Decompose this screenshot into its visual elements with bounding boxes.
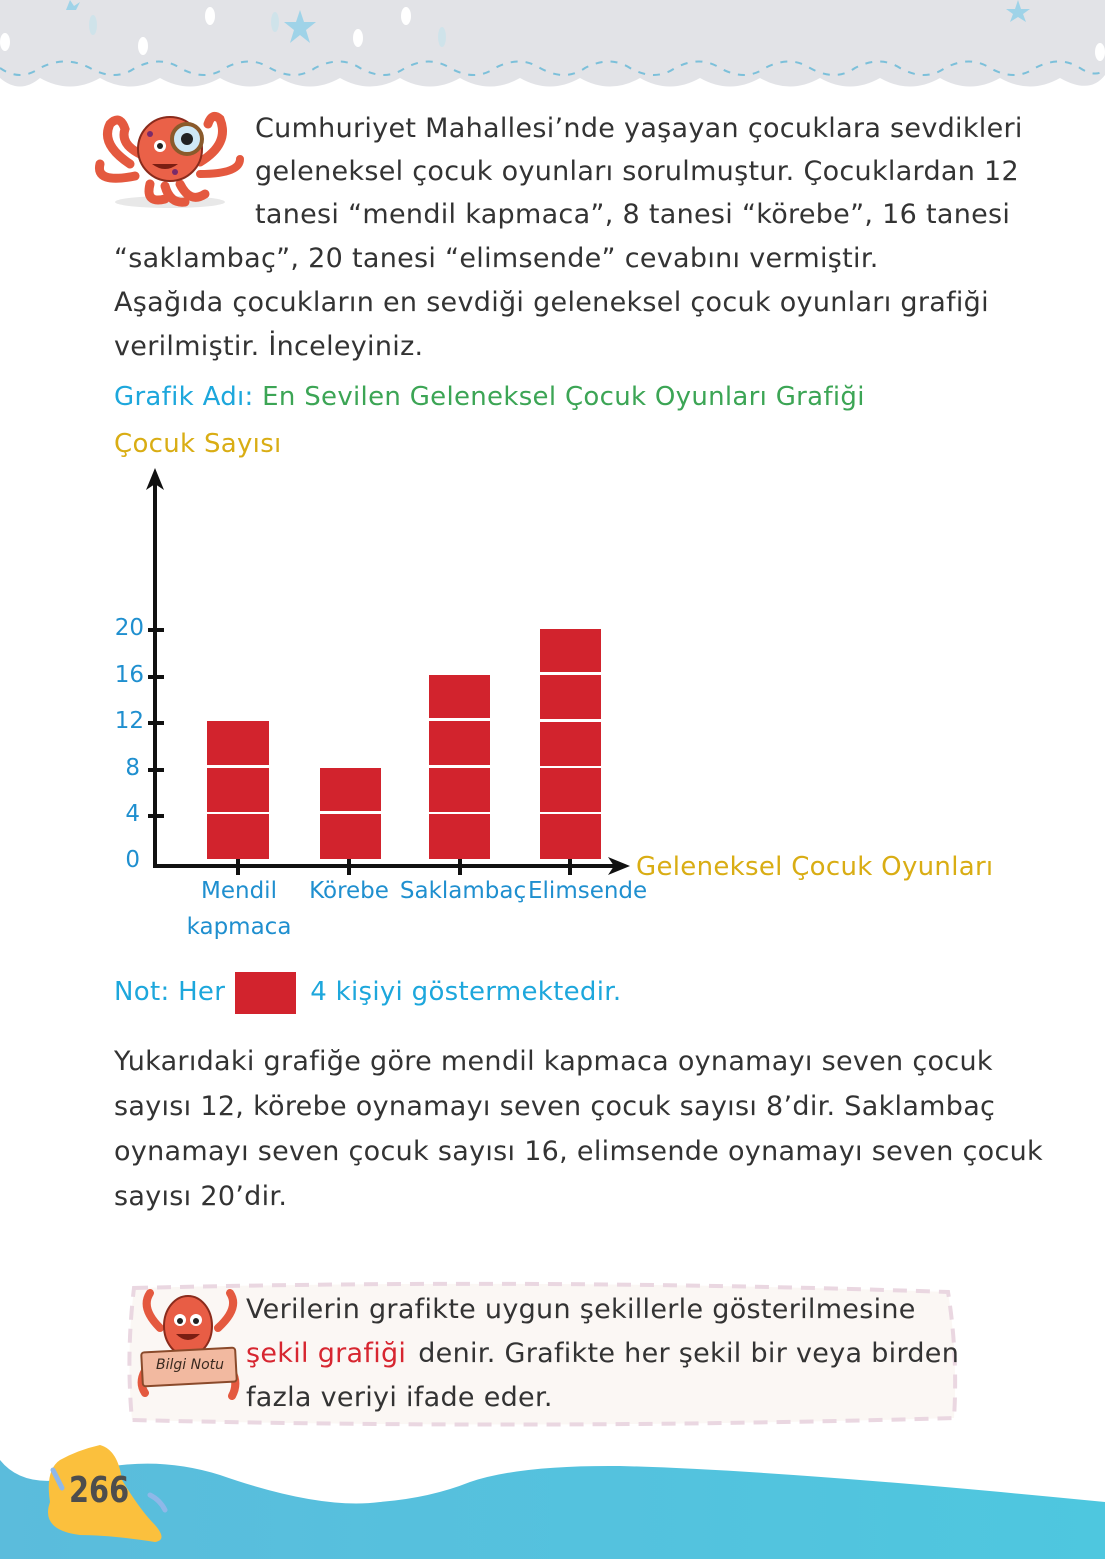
legend-block-icon	[235, 972, 296, 1014]
graph-title	[114, 376, 865, 419]
y-axis-title: Çocuk Sayısı	[114, 429, 282, 459]
info-line-2-rest: denir. Grafikte her şekil bir veya birden	[418, 1338, 960, 1369]
bilgi-notu-mascot-icon	[130, 1288, 248, 1406]
intro-line-6: verilmiştir. İnceleyiniz.	[114, 331, 424, 362]
bilgi-notu-badge: Bilgi Notu	[155, 1357, 224, 1373]
header-clouds-icon	[0, 0, 1105, 110]
y-tick-16: 16	[114, 662, 144, 688]
summary-line-1: Yukarıdaki grafiğe göre mendil kapmaca oynamayı seven çocuk	[114, 1046, 993, 1077]
y-tick-20: 20	[114, 615, 144, 641]
summary-line-3: oynamayı seven çocuk sayısı 16, elimsende oynamayı seven çocuk	[114, 1136, 1043, 1167]
info-line-2	[246, 1332, 960, 1375]
graph-title-prefix: Grafik Adı:	[114, 382, 254, 412]
y-tick-4: 4	[125, 801, 140, 827]
y-tick-0: 0	[125, 847, 140, 873]
intro-line-4: “saklambaç”, 20 tanesi “elimsende” cevabını vermiştir.	[114, 243, 879, 274]
info-highlight-term: şekil grafiği	[246, 1338, 407, 1369]
octopus-mascot-icon	[90, 104, 250, 209]
bar-korebe	[320, 768, 381, 859]
x-label-mendil-line1: Mendil	[201, 878, 277, 904]
bar-mendil-kapmaca	[207, 721, 269, 859]
y-tick-12: 12	[114, 708, 144, 734]
intro-line-5: Aşağıda çocukların en sevdiği geleneksel çocuk oyunları grafiği	[114, 287, 989, 318]
page-number: 266	[69, 1470, 130, 1511]
x-label-elimsende: Elimsende	[528, 878, 648, 904]
bar-elimsende	[540, 629, 601, 859]
info-line-1: Verilerin grafikte uygun şekillerle gösterilmesine	[246, 1294, 916, 1325]
intro-line-2: geleneksel çocuk oyunları sorulmuştur. Çocuklardan 12	[255, 156, 1020, 187]
info-box	[122, 1280, 960, 1430]
bar-saklambac	[429, 675, 490, 859]
footer-wave	[0, 1440, 1105, 1559]
intro-line-3: tanesi “mendil kapmaca”, 8 tanesi “körebe”, 16 tanesi	[255, 199, 1011, 230]
info-line-3: fazla veriyi ifade eder.	[246, 1382, 553, 1413]
legend-note	[114, 971, 621, 1014]
x-axis-title: Geleneksel Çocuk Oyunları	[636, 852, 994, 882]
decorative-header	[0, 0, 1105, 110]
graph-title-name: En Sevilen Geleneksel Çocuk Oyunları Grafiği	[262, 382, 865, 412]
legend-note-prefix: Not: Her	[114, 977, 226, 1007]
bar-chart	[0, 420, 1105, 950]
summary-line-4: sayısı 20’dir.	[114, 1181, 288, 1212]
y-tick-8: 8	[125, 755, 140, 781]
x-label-saklambac: Saklambaç	[399, 878, 527, 904]
intro-line-1: Cumhuriyet Mahallesi’nde yaşayan çocuklara sevdikleri	[255, 113, 1023, 144]
legend-note-suffix: 4 kişiyi göstermektedir.	[310, 977, 622, 1007]
x-label-mendil-line2: kapmaca	[186, 914, 292, 940]
summary-line-2: sayısı 12, körebe oynamayı seven çocuk sayısı 8’dir. Saklambaç	[114, 1091, 996, 1122]
x-label-mendil-kapmaca	[180, 873, 298, 945]
x-label-korebe: Körebe	[309, 878, 389, 904]
